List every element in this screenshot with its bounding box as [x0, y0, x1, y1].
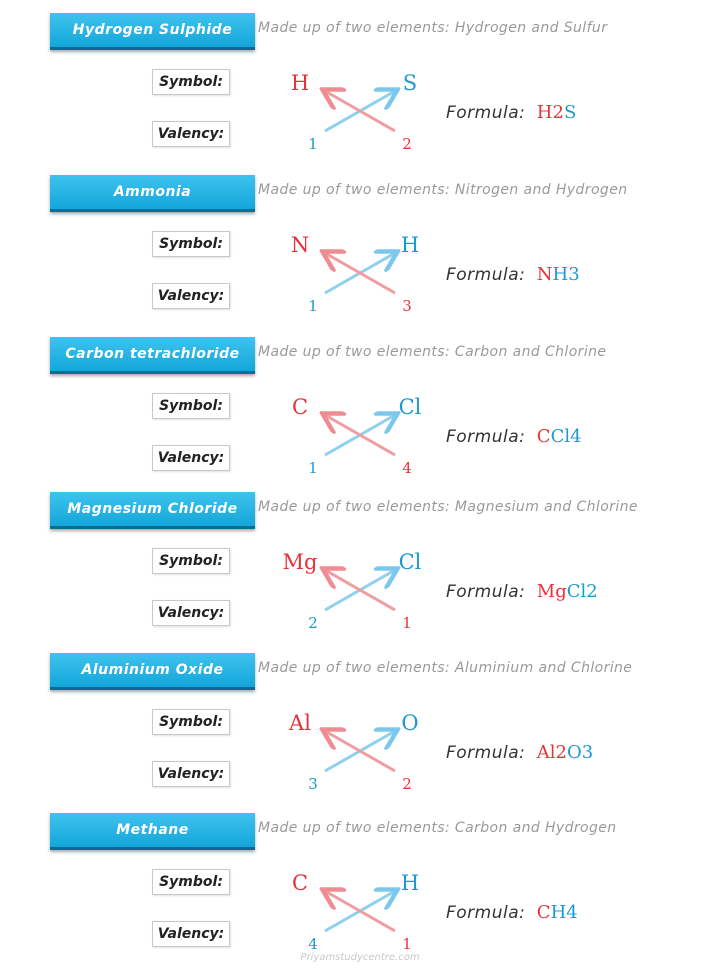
element2-valency: 1 [402, 935, 412, 953]
formula-part: C [536, 426, 551, 447]
cross-over-arrows [0, 175, 720, 335]
formula-part: 2 [552, 102, 564, 123]
formula-part: Al [536, 742, 556, 763]
formula [446, 264, 580, 285]
compound-name: Aluminium Oxide [81, 662, 224, 678]
compound-description: Made up of two elements: Magnesium and Chlorine [258, 499, 638, 515]
valency-label: Valency: [157, 766, 225, 782]
element2-symbol: S [402, 71, 418, 95]
compound-description: Made up of two elements: Nitrogen and Hydrogen [258, 182, 628, 198]
cross-over-arrows [0, 813, 720, 973]
compound-block [0, 492, 720, 652]
formula-part: H [536, 102, 553, 123]
element1-valency: 1 [308, 459, 318, 477]
formula [446, 742, 593, 763]
compound-name: Carbon tetrachloride [65, 346, 240, 362]
formula-part: Cl [550, 426, 571, 447]
compound-description: Made up of two elements: Carbon and Hydrogen [258, 820, 617, 836]
formula-part: 4 [566, 902, 578, 923]
valency-label: Valency: [157, 126, 225, 142]
element1-symbol: Mg [282, 550, 318, 574]
compound-description: Made up of two elements: Hydrogen and Sulfur [258, 20, 608, 36]
formula-part: 3 [568, 264, 580, 285]
formula-part: H [552, 264, 569, 285]
valency-label: Valency: [157, 926, 225, 942]
symbol-label: Symbol: [159, 398, 223, 414]
formula-part: C [536, 902, 551, 923]
element1-valency: 3 [308, 775, 318, 793]
element2-valency: 4 [402, 459, 412, 477]
cross-over-arrows [0, 653, 720, 813]
formula-part: 2 [555, 742, 567, 763]
symbol-label: Symbol: [159, 874, 223, 890]
element2-valency: 2 [402, 775, 412, 793]
compound-block [0, 13, 720, 173]
element1-valency: 2 [308, 614, 318, 632]
compound-block [0, 337, 720, 497]
formula-part: Cl [566, 581, 587, 602]
cross-over-arrows [0, 492, 720, 652]
symbol-label: Symbol: [159, 236, 223, 252]
compound-block [0, 813, 720, 973]
site-footer: Priyamstudycentre.com [300, 952, 420, 963]
formula-part: 2 [586, 581, 598, 602]
compound-name: Ammonia [113, 184, 192, 200]
element2-valency: 2 [402, 135, 412, 153]
element2-valency: 1 [402, 614, 412, 632]
element2-symbol: O [401, 711, 419, 735]
compound-description: Made up of two elements: Carbon and Chlorine [258, 344, 607, 360]
formula [446, 426, 582, 447]
element1-symbol: N [290, 233, 310, 257]
compound-name: Magnesium Chloride [67, 501, 238, 517]
element2-symbol: Cl [398, 395, 422, 419]
symbol-label: Symbol: [159, 714, 223, 730]
valency-label: Valency: [157, 605, 225, 621]
compound-name: Hydrogen Sulphide [72, 22, 233, 38]
formula-part: H [550, 902, 567, 923]
formula-part: N [536, 264, 553, 285]
formula-label: Formula: [446, 265, 526, 285]
valency-label: Valency: [157, 450, 225, 466]
element1-symbol: H [290, 71, 310, 95]
element2-valency: 3 [402, 297, 412, 315]
formula-label: Formula: [446, 743, 526, 763]
element1-symbol: C [291, 395, 309, 419]
formula [446, 102, 576, 123]
element1-symbol: Al [289, 711, 311, 735]
element1-symbol: C [291, 871, 309, 895]
formula-part: Mg [536, 581, 567, 602]
symbol-label: Symbol: [159, 553, 223, 569]
compound-block [0, 175, 720, 335]
formula-part: 3 [581, 742, 594, 763]
formula-part: S [563, 102, 577, 123]
formula-label: Formula: [446, 582, 526, 602]
formula-label: Formula: [446, 903, 526, 923]
formula [446, 581, 598, 602]
element1-valency: 4 [308, 935, 318, 953]
element2-symbol: H [400, 233, 420, 257]
element2-symbol: H [400, 871, 420, 895]
formula [446, 902, 578, 923]
cross-over-arrows [0, 337, 720, 497]
compound-name: Methane [116, 822, 189, 838]
element1-valency: 1 [308, 135, 318, 153]
element1-valency: 1 [308, 297, 318, 315]
compound-block [0, 653, 720, 813]
symbol-label: Symbol: [159, 74, 223, 90]
cross-over-arrows [0, 13, 720, 173]
compound-description: Made up of two elements: Aluminium and Chlorine [258, 660, 633, 676]
formula-label: Formula: [446, 103, 526, 123]
valency-label: Valency: [157, 288, 225, 304]
formula-label: Formula: [446, 427, 526, 447]
formula-part: 4 [570, 426, 582, 447]
formula-part: O [567, 742, 582, 763]
element2-symbol: Cl [398, 550, 422, 574]
